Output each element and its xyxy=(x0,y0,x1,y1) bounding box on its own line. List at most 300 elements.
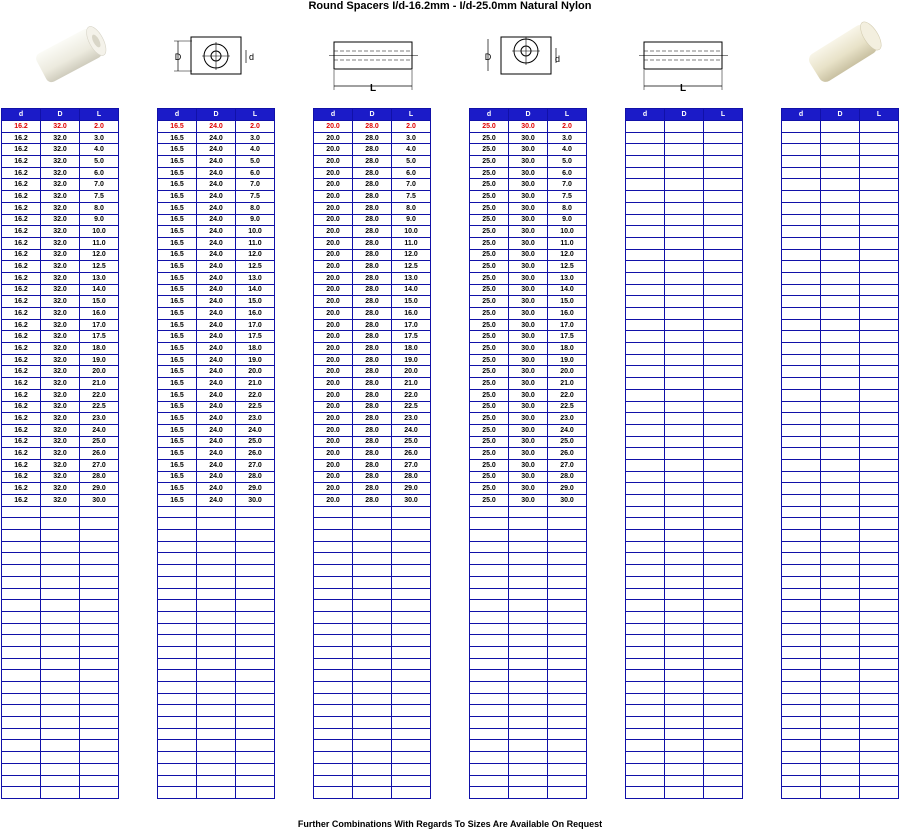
table-cell: 12.0 xyxy=(548,249,587,261)
table-cell: 18.0 xyxy=(236,343,275,355)
table-cell: 16.5 xyxy=(158,378,197,390)
table-cell xyxy=(2,705,41,717)
table-cell xyxy=(665,366,704,378)
table-cell: 30.0 xyxy=(509,191,548,203)
table-cell xyxy=(626,249,665,261)
table-row xyxy=(626,331,743,343)
table-cell: 16.5 xyxy=(158,296,197,308)
table-row xyxy=(782,308,899,320)
table-cell: 20.0 xyxy=(314,343,353,355)
table-row xyxy=(782,202,899,214)
table-cell xyxy=(548,518,587,530)
table-row xyxy=(782,600,899,612)
table-row xyxy=(470,354,587,366)
table-cell xyxy=(782,518,821,530)
table-cell xyxy=(509,635,548,647)
length-L-label-2: L xyxy=(679,83,687,94)
table-cell: 16.5 xyxy=(158,226,197,238)
table-cell xyxy=(509,728,548,740)
table-cell: 27.0 xyxy=(236,459,275,471)
table-row xyxy=(470,237,587,249)
table-cell: 30.0 xyxy=(509,354,548,366)
table-cell xyxy=(665,565,704,577)
table-row xyxy=(782,179,899,191)
table-cell: 25.0 xyxy=(470,132,509,144)
spacer-photo-left xyxy=(22,18,114,88)
table-cell xyxy=(782,670,821,682)
table-cell xyxy=(470,518,509,530)
table-cell: 30.0 xyxy=(509,284,548,296)
table-cell xyxy=(2,682,41,694)
table-cell: 32.0 xyxy=(41,249,80,261)
table-cell: 25.0 xyxy=(470,471,509,483)
table-cell xyxy=(548,506,587,518)
table-cell xyxy=(470,775,509,787)
table-row xyxy=(158,611,275,623)
table-row xyxy=(158,179,275,191)
table-cell xyxy=(2,775,41,787)
table-cell xyxy=(626,191,665,203)
table-cell: 16.2 xyxy=(2,366,41,378)
table-cell xyxy=(665,483,704,495)
table-cell xyxy=(80,518,119,530)
table-cell xyxy=(860,553,899,565)
table-cell: 25.0 xyxy=(470,389,509,401)
table-cell: 12.5 xyxy=(80,261,119,273)
table-cell xyxy=(80,752,119,764)
table-cell: 28.0 xyxy=(353,226,392,238)
table-cell xyxy=(314,635,353,647)
table-cell xyxy=(665,354,704,366)
table-cell xyxy=(509,717,548,729)
table-cell: 16.5 xyxy=(158,471,197,483)
table-row xyxy=(2,763,119,775)
table-cell xyxy=(353,787,392,799)
table-cell xyxy=(626,787,665,799)
table-cell xyxy=(80,763,119,775)
table-cell: 20.0 xyxy=(314,448,353,460)
table-cell xyxy=(782,366,821,378)
table-cell: 16.2 xyxy=(2,424,41,436)
table-cell xyxy=(314,787,353,799)
table-row xyxy=(626,191,743,203)
table-cell: 16.2 xyxy=(2,132,41,144)
table-cell: 25.0 xyxy=(470,366,509,378)
table-cell: 28.0 xyxy=(392,471,431,483)
table-cell: 16.5 xyxy=(158,284,197,296)
table-cell: 4.0 xyxy=(392,144,431,156)
table-cell xyxy=(860,121,899,133)
size-table xyxy=(157,108,275,799)
table-cell: 16.5 xyxy=(158,202,197,214)
table-cell xyxy=(626,378,665,390)
table-cell xyxy=(314,623,353,635)
table-cell xyxy=(782,448,821,460)
table-cell xyxy=(470,530,509,542)
table-cell: 17.0 xyxy=(236,319,275,331)
table-cell: 30.0 xyxy=(509,459,548,471)
table-cell: 28.0 xyxy=(353,354,392,366)
table-cell xyxy=(665,378,704,390)
table-cell xyxy=(314,518,353,530)
table-row xyxy=(314,752,431,764)
table-cell xyxy=(782,343,821,355)
table-cell: 20.0 xyxy=(314,424,353,436)
table-cell xyxy=(626,600,665,612)
table-cell xyxy=(353,728,392,740)
table-cell xyxy=(509,600,548,612)
table-cell: 11.0 xyxy=(392,237,431,249)
table-cell: 32.0 xyxy=(41,331,80,343)
table-cell xyxy=(41,728,80,740)
table-cell xyxy=(626,775,665,787)
table-cell xyxy=(782,284,821,296)
table-row xyxy=(314,705,431,717)
table-cell: 16.2 xyxy=(2,308,41,320)
table-cell: 5.0 xyxy=(548,156,587,168)
table-cell: 20.0 xyxy=(314,202,353,214)
table-cell xyxy=(41,635,80,647)
table-cell xyxy=(626,261,665,273)
table-row xyxy=(626,167,743,179)
table-cell: 7.0 xyxy=(392,179,431,191)
table-cell xyxy=(704,343,743,355)
table-cell xyxy=(821,284,860,296)
table-row xyxy=(314,693,431,705)
table-cell xyxy=(704,565,743,577)
table-cell xyxy=(626,670,665,682)
table-cell: 24.0 xyxy=(197,331,236,343)
column-header: D xyxy=(353,109,392,121)
table-cell: 30.0 xyxy=(509,436,548,448)
table-cell: 24.0 xyxy=(197,413,236,425)
table-cell: 28.0 xyxy=(353,261,392,273)
table-row xyxy=(2,658,119,670)
table-cell: 22.5 xyxy=(236,401,275,413)
table-cell xyxy=(509,611,548,623)
table-cell xyxy=(158,693,197,705)
table-row xyxy=(2,705,119,717)
table-cell xyxy=(236,682,275,694)
table-cell xyxy=(236,740,275,752)
table-cell xyxy=(236,717,275,729)
table-cell xyxy=(626,576,665,588)
end-view-diagram-2 xyxy=(482,34,572,78)
table-cell xyxy=(704,331,743,343)
table-cell xyxy=(665,611,704,623)
table-cell xyxy=(548,775,587,787)
table-cell xyxy=(197,752,236,764)
table-cell xyxy=(509,693,548,705)
table-cell xyxy=(860,623,899,635)
table-cell xyxy=(626,121,665,133)
table-cell xyxy=(548,693,587,705)
table-cell xyxy=(821,576,860,588)
table-row xyxy=(782,506,899,518)
table-row xyxy=(314,144,431,156)
table-cell xyxy=(665,728,704,740)
table-cell xyxy=(704,144,743,156)
table-cell: 20.0 xyxy=(314,413,353,425)
table-cell xyxy=(782,156,821,168)
table-cell: 32.0 xyxy=(41,319,80,331)
table-row xyxy=(626,728,743,740)
table-cell xyxy=(665,705,704,717)
table-cell xyxy=(158,611,197,623)
table-row xyxy=(470,775,587,787)
table-row xyxy=(626,693,743,705)
size-table xyxy=(469,108,587,799)
table-cell xyxy=(821,717,860,729)
table-row xyxy=(314,763,431,775)
table-cell xyxy=(860,752,899,764)
table-cell xyxy=(392,506,431,518)
table-cell: 16.2 xyxy=(2,319,41,331)
table-cell xyxy=(782,600,821,612)
table-cell xyxy=(860,658,899,670)
table-cell xyxy=(314,728,353,740)
table-cell: 25.0 xyxy=(470,413,509,425)
table-cell xyxy=(41,506,80,518)
table-cell: 16.5 xyxy=(158,389,197,401)
table-row xyxy=(158,226,275,238)
table-row xyxy=(470,471,587,483)
table-cell xyxy=(626,518,665,530)
table-cell xyxy=(548,740,587,752)
table-cell: 14.0 xyxy=(392,284,431,296)
table-cell: 21.0 xyxy=(236,378,275,390)
table-cell: 32.0 xyxy=(41,308,80,320)
table-row xyxy=(626,308,743,320)
table-cell xyxy=(821,658,860,670)
table-cell xyxy=(392,600,431,612)
table-cell: 28.0 xyxy=(353,319,392,331)
table-row xyxy=(158,424,275,436)
table-cell xyxy=(158,728,197,740)
table-row xyxy=(2,670,119,682)
table-cell xyxy=(314,553,353,565)
table-cell xyxy=(626,319,665,331)
table-cell xyxy=(782,658,821,670)
table-row xyxy=(314,541,431,553)
table-cell xyxy=(41,658,80,670)
table-row xyxy=(470,728,587,740)
table-row xyxy=(2,378,119,390)
table-row xyxy=(2,717,119,729)
table-cell xyxy=(392,670,431,682)
table-cell xyxy=(665,121,704,133)
table-row xyxy=(314,296,431,308)
table-cell xyxy=(665,623,704,635)
table-cell xyxy=(821,319,860,331)
table-cell xyxy=(860,518,899,530)
table-row xyxy=(314,787,431,799)
table-cell xyxy=(821,459,860,471)
table-cell xyxy=(626,156,665,168)
table-cell: 24.0 xyxy=(548,424,587,436)
table-cell: 10.0 xyxy=(80,226,119,238)
table-cell xyxy=(626,471,665,483)
table-cell: 5.0 xyxy=(80,156,119,168)
table-row xyxy=(2,226,119,238)
table-cell xyxy=(704,471,743,483)
table-cell xyxy=(860,179,899,191)
table-cell: 30.0 xyxy=(509,308,548,320)
table-cell: 16.5 xyxy=(158,261,197,273)
table-row xyxy=(470,600,587,612)
table-row xyxy=(2,331,119,343)
table-cell xyxy=(821,144,860,156)
column-header: d xyxy=(626,109,665,121)
table-cell xyxy=(704,401,743,413)
table-cell: 11.0 xyxy=(80,237,119,249)
table-cell: 25.0 xyxy=(470,272,509,284)
table-cell: 20.0 xyxy=(314,179,353,191)
table-cell: 20.0 xyxy=(314,191,353,203)
table-cell: 30.0 xyxy=(509,249,548,261)
table-cell: 19.0 xyxy=(392,354,431,366)
table-cell: 8.0 xyxy=(236,202,275,214)
table-cell: 6.0 xyxy=(392,167,431,179)
table-row xyxy=(158,459,275,471)
table-cell: 16.5 xyxy=(158,424,197,436)
table-cell: 30.0 xyxy=(509,121,548,133)
table-cell xyxy=(782,424,821,436)
table-cell xyxy=(860,202,899,214)
table-cell: 20.0 xyxy=(314,459,353,471)
table-cell: 30.0 xyxy=(509,448,548,460)
table-cell: 32.0 xyxy=(41,483,80,495)
table-cell xyxy=(821,635,860,647)
table-cell xyxy=(704,705,743,717)
table-row xyxy=(782,144,899,156)
table-cell: 20.0 xyxy=(314,156,353,168)
table-cell xyxy=(821,202,860,214)
table-cell: 28.0 xyxy=(236,471,275,483)
table-row xyxy=(470,226,587,238)
table-cell xyxy=(158,705,197,717)
table-cell xyxy=(158,740,197,752)
table-cell: 25.0 xyxy=(470,226,509,238)
table-cell xyxy=(80,530,119,542)
table-cell: 28.0 xyxy=(353,389,392,401)
table-row xyxy=(470,787,587,799)
table-cell xyxy=(353,553,392,565)
table-cell: 16.5 xyxy=(158,308,197,320)
table-cell xyxy=(158,506,197,518)
table-cell xyxy=(197,670,236,682)
table-cell: 9.0 xyxy=(236,214,275,226)
table-cell: 30.0 xyxy=(509,331,548,343)
table-cell xyxy=(392,576,431,588)
table-cell xyxy=(392,775,431,787)
table-row xyxy=(470,588,587,600)
table-cell: 28.0 xyxy=(353,132,392,144)
table-row xyxy=(782,588,899,600)
table-cell: 20.0 xyxy=(314,401,353,413)
table-row xyxy=(782,717,899,729)
table-row xyxy=(314,495,431,507)
table-row xyxy=(626,740,743,752)
table-cell xyxy=(821,331,860,343)
table-cell: 17.5 xyxy=(80,331,119,343)
table-row xyxy=(158,553,275,565)
table-cell: 29.0 xyxy=(392,483,431,495)
table-row xyxy=(782,214,899,226)
table-cell: 24.0 xyxy=(197,483,236,495)
table-row xyxy=(626,296,743,308)
table-row xyxy=(2,693,119,705)
table-cell xyxy=(704,378,743,390)
table-cell: 26.0 xyxy=(548,448,587,460)
table-cell xyxy=(509,705,548,717)
table-cell xyxy=(41,518,80,530)
table-row xyxy=(626,319,743,331)
table-row xyxy=(2,354,119,366)
table-cell xyxy=(782,646,821,658)
table-cell: 30.0 xyxy=(80,495,119,507)
table-cell: 28.0 xyxy=(353,272,392,284)
table-row xyxy=(314,401,431,413)
table-cell xyxy=(353,588,392,600)
table-cell xyxy=(821,272,860,284)
table-row xyxy=(158,249,275,261)
table-row xyxy=(470,670,587,682)
table-cell: 12.0 xyxy=(392,249,431,261)
table-row xyxy=(782,272,899,284)
column-header: d xyxy=(2,109,41,121)
table-cell xyxy=(236,530,275,542)
table-cell xyxy=(470,728,509,740)
table-cell xyxy=(821,448,860,460)
table-cell: 16.5 xyxy=(158,459,197,471)
table-cell: 21.0 xyxy=(548,378,587,390)
table-cell xyxy=(41,717,80,729)
table-cell xyxy=(2,611,41,623)
table-row xyxy=(626,378,743,390)
table-row xyxy=(626,658,743,670)
table-cell xyxy=(158,588,197,600)
table-cell xyxy=(197,600,236,612)
table-row xyxy=(470,331,587,343)
table-cell xyxy=(782,144,821,156)
table-row xyxy=(158,261,275,273)
table-cell: 2.0 xyxy=(80,121,119,133)
table-cell xyxy=(704,249,743,261)
table-cell xyxy=(41,752,80,764)
table-cell: 28.0 xyxy=(353,296,392,308)
table-cell: 30.0 xyxy=(236,495,275,507)
table-row xyxy=(782,611,899,623)
table-row xyxy=(626,611,743,623)
table-row xyxy=(158,319,275,331)
table-cell: 2.0 xyxy=(236,121,275,133)
table-cell xyxy=(197,740,236,752)
table-row xyxy=(2,156,119,168)
table-cell: 18.0 xyxy=(392,343,431,355)
table-cell xyxy=(626,588,665,600)
table-row xyxy=(158,670,275,682)
table-cell xyxy=(782,588,821,600)
table-cell xyxy=(626,413,665,425)
table-cell: 20.0 xyxy=(314,331,353,343)
table-cell xyxy=(392,541,431,553)
table-row xyxy=(158,191,275,203)
table-row xyxy=(470,424,587,436)
table-row xyxy=(158,366,275,378)
table-row xyxy=(158,343,275,355)
table-cell xyxy=(392,658,431,670)
